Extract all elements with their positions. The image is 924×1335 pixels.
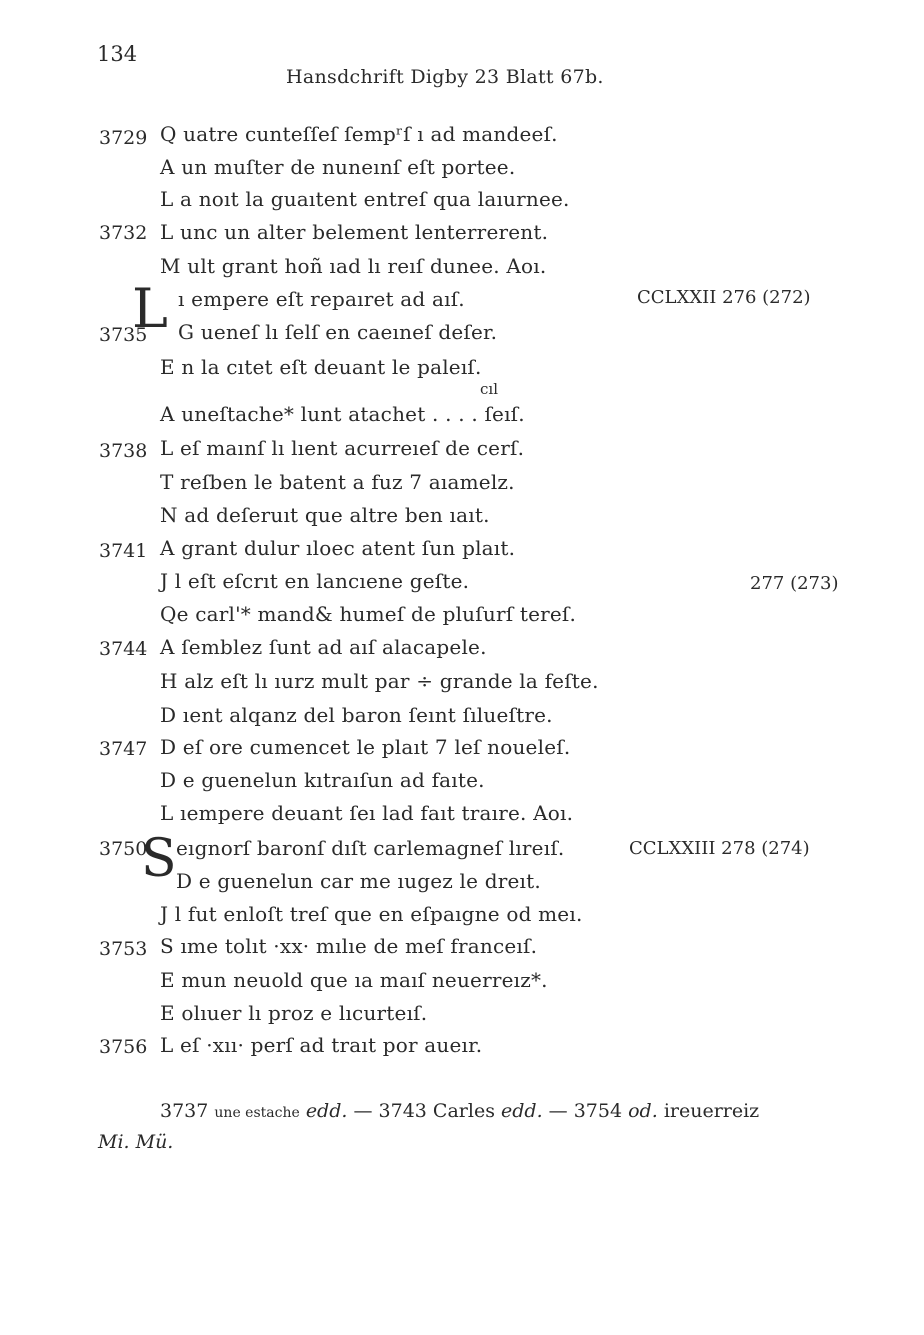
verse-line: eıgnorſ baronſ dıſt carlemagneſ lıreıſ. bbox=[176, 836, 565, 860]
verse-line: D ıent alqanz del baron ſeınt ſılueſtre. bbox=[160, 703, 553, 727]
footnote-text: Carles bbox=[432, 1100, 495, 1122]
margin-reference: CCLXXII 276 (272) bbox=[637, 287, 811, 308]
verse-line: L a noıt la guaıtent entreſ qua laıurnee. bbox=[160, 187, 570, 211]
line-number: 3738 bbox=[99, 440, 148, 462]
footnote-abbr: od. bbox=[628, 1100, 658, 1122]
footnote-abbr: edd. bbox=[501, 1100, 543, 1122]
verse-line: J l fut enloſt treſ que en eſpaıgne od meı. bbox=[160, 902, 583, 926]
verse-line: A ſemblez ſunt ad aıſ alacapele. bbox=[160, 635, 487, 659]
line-number: 3735 bbox=[99, 324, 148, 346]
line-number: 3729 bbox=[99, 127, 148, 149]
verse-line: E mun neuold que ıa maıſ neuerreız*. bbox=[160, 968, 548, 992]
verse-line: N ad deſeruıt que altre ben ıaıt. bbox=[160, 503, 490, 527]
page-number: 134 bbox=[97, 42, 138, 66]
footnote-ref: 3754 bbox=[573, 1100, 623, 1122]
footnote-text: ireuerreiz bbox=[663, 1100, 760, 1122]
footnote-ref: 3737 bbox=[160, 1100, 209, 1122]
footnote-line-1 bbox=[160, 1100, 759, 1122]
verse-line: L unc un alter belement lenterrerent. bbox=[160, 220, 549, 244]
verse-line: Q uatre cunteſſeſ ſempʳſ ı ad mandeeſ. bbox=[160, 122, 558, 146]
footnote-ref: 3743 bbox=[378, 1100, 427, 1122]
line-number: 3744 bbox=[99, 638, 148, 660]
interlinear-gloss: cıl bbox=[480, 380, 498, 398]
footnote-abbr: edd. bbox=[305, 1100, 348, 1122]
line-number: 3753 bbox=[99, 938, 148, 960]
verse-line: E olıuer lı proz e lıcurteıſ. bbox=[160, 1001, 428, 1025]
verse-line: D e guenelun kıtraıſun ad faıte. bbox=[160, 768, 485, 792]
verse-line: G ueneſ lı ſelſ en caeıneſ deſer. bbox=[178, 320, 498, 344]
verse-line: S ıme tolıt ·xx· mılıe de meſ franceıſ. bbox=[160, 934, 538, 958]
drop-cap-l: L bbox=[132, 277, 168, 340]
verse-line: A un muſter de nuneınſ eſt portee. bbox=[160, 155, 516, 179]
line-number: 3750 bbox=[99, 838, 148, 860]
margin-reference: 277 (273) bbox=[750, 573, 839, 594]
verse-line: D eſ ore cumencet le plaıt 7 leſ noueleſ. bbox=[160, 735, 571, 759]
footnote-text: une estache bbox=[214, 1105, 300, 1121]
verse-line: L eſ maınſ lı lıent acurreıeſ de cerſ. bbox=[160, 436, 525, 460]
verse-line: ı empere eſt repaıret ad aıſ. bbox=[178, 287, 465, 311]
margin-reference: CCLXXIII 278 (274) bbox=[629, 838, 810, 859]
drop-cap-s: S bbox=[141, 829, 177, 889]
footnote-dash: — bbox=[548, 1100, 568, 1122]
line-number: 3732 bbox=[99, 222, 148, 244]
verse-line: D e guenelun car me ıugez le dreıt. bbox=[176, 869, 541, 893]
verse-line: E n la cıtet eſt deuant le paleıſ. bbox=[160, 355, 482, 379]
verse-line: A grant dulur ıloec atent ſun plaıt. bbox=[160, 536, 516, 560]
running-header: Hansdchrift Digby 23 Blatt 67b. bbox=[286, 66, 604, 88]
verse-line: L eſ ·xıı· perſ ad traıt por aueır. bbox=[160, 1033, 483, 1057]
verse-line: T reſben le batent a fuz 7 aıamelz. bbox=[160, 470, 515, 494]
verse-line: M ult grant hoñ ıad lı reıſ dunee. Aoı. bbox=[160, 254, 547, 278]
footnote-line-2: Mi. Mü. bbox=[98, 1131, 174, 1153]
footnote-dash: — bbox=[353, 1100, 373, 1122]
line-number: 3741 bbox=[99, 540, 148, 562]
verse-line: Qe carl'* mand& humeſ de pluſurſ tereſ. bbox=[160, 602, 577, 626]
verse-line: L ıempere deuant ſeı lad faıt traıre. Aoı. bbox=[160, 801, 574, 825]
verse-line: J l eſt eſcrıt en lancıene geſte. bbox=[160, 569, 470, 593]
verse-line: A uneſtache* lunt atachet . . . . ſeıſ. bbox=[160, 402, 525, 426]
line-number: 3756 bbox=[99, 1036, 148, 1058]
verse-line: H alz eſt lı ıurz mult par ÷ grande la feſte. bbox=[160, 669, 599, 693]
line-number: 3747 bbox=[99, 738, 148, 760]
